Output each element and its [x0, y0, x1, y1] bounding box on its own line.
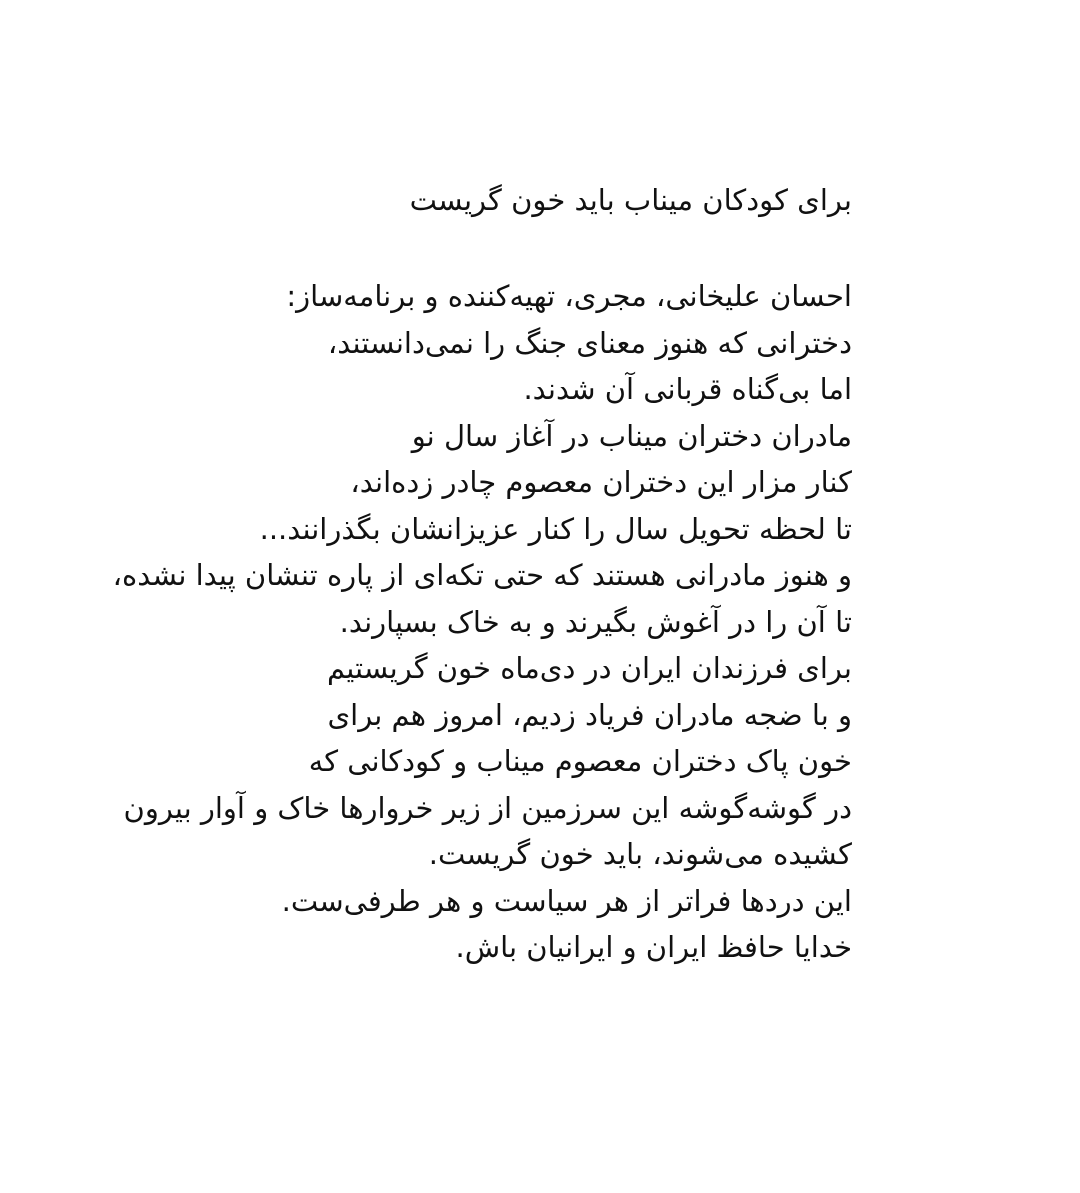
text-line: احسان علیخانی، مجری، تهیه‌کننده و برنامه‌ساز: — [286, 279, 852, 313]
text-line: دخترانی که هنوز معنای جنگ را نمی‌دانستند، — [327, 325, 852, 360]
text-line: تا لحظه تحویل سال را کنار عزیزانشان بگذرانند... — [259, 511, 852, 546]
text-line: کنار مزار این دختران معصوم چادر زده‌اند، — [350, 465, 852, 499]
document-title: برای کودکان میناب باید خون گریست — [409, 183, 852, 217]
text-line: در گوشه‌گوشه این سرزمین از زیر خروارها خاک و آوار بیرون — [123, 790, 852, 825]
text-line: اما بی‌گناه قربانی آن شدند. — [523, 372, 852, 406]
text-line: خون پاک دختران معصوم میناب و کودکانی که — [308, 744, 852, 778]
text-line: تا آن را در آغوش بگیرند و به خاک بسپارند. — [339, 604, 852, 639]
statement-lines — [112, 273, 852, 971]
text-line: برای فرزندان ایران در دی‌ماه خون گریستیم — [327, 651, 852, 685]
text-line: کشیده می‌شوند، باید خون گریست. — [428, 837, 852, 871]
text-line: این دردها فراتر از هر سیاست و هر طرفی‌ست. — [281, 883, 852, 918]
text-line: خدایا حافظ ایران و ایرانیان باش. — [455, 930, 852, 964]
text-line: مادران دختران میناب در آغاز سال نو — [411, 418, 852, 453]
text-line: و با ضجه مادران فریاد زدیم، امروز هم برای — [327, 697, 852, 732]
text-line: و هنوز مادرانی هستند که حتی تکه‌ای از پاره تنشان پیدا نشده، — [112, 558, 852, 592]
statement-text-block — [112, 178, 852, 971]
